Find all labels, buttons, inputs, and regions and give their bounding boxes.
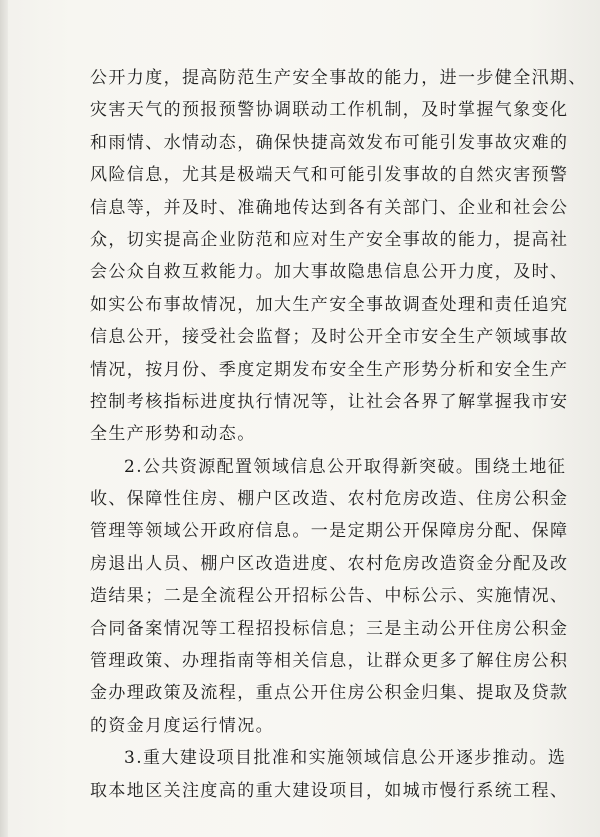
text-line: 取本地区关注度高的重大建设项目，如城市慢行系统工程、 (90, 780, 569, 801)
text-line: 和雨情、水情动态，确保快捷高效发布可能引发事故灾难的 (90, 132, 569, 153)
text-line: 灾害天气的预报预警协调联动工作机制，及时掌握气象变化 (90, 100, 569, 121)
text-line: 收、保障性住房、棚户区改造、农村危房改造、住房公积金 (90, 489, 569, 510)
section-2-heading-line: 2.公共资源配置领域信息公开取得新突破。围绕土地征 (124, 456, 567, 477)
text-line: 合同备案情况等工程招投标信息；三是主动公开住房公积金 (90, 618, 569, 639)
text-line: 房退出人员、棚户区改造进度、农村危房改造资金分配及改 (90, 553, 569, 574)
text-line-paragraph-end: 全生产形势和动态。 (90, 424, 256, 445)
text-line: 信息公开，接受社会监督；及时公开全市安全生产领域事故 (90, 327, 569, 348)
text-line: 会公众自救互救能力。加大事故隐患信息公开力度，及时、 (90, 262, 569, 283)
text-line-paragraph-end: 的资金月度运行情况。 (90, 715, 274, 736)
text-line: 众，切实提高企业防范和应对生产安全事故的能力，提高社 (90, 229, 569, 250)
text-line: 造结果；二是全流程公开招标公告、中标公示、实施情况、 (90, 586, 569, 607)
text-line: 管理政策、办理指南等相关信息，让群众更多了解住房公积 (90, 651, 569, 672)
text-line: 管理等领域公开政府信息。一是定期公开保障房分配、保障 (90, 521, 569, 542)
text-line: 情况，按月份、季度定期发布安全生产形势分析和安全生产 (90, 359, 569, 380)
text-line: 金办理政策及流程，重点公开住房公积金归集、提取及贷款 (90, 683, 569, 704)
text-line: 风险信息，尤其是极端天气和可能引发事故的自然灾害预警 (90, 165, 569, 186)
section-3-heading-line: 3.重大建设项目批准和实施领域信息公开逐步推动。选 (124, 748, 567, 769)
text-line: 信息等，并及时、准确地传达到各有关部门、企业和社会公 (90, 197, 569, 218)
body-text (90, 62, 587, 807)
text-line: 控制考核指标进度执行情况等，让社会各界了解掌握我市安 (90, 391, 569, 412)
text-line: 公开力度，提高防范生产安全事故的能力，进一步健全汛期、 (90, 68, 587, 88)
page-binding-edge (0, 0, 8, 837)
text-line: 如实公布事故情况，加大生产安全事故调查处理和责任追究 (90, 294, 569, 315)
